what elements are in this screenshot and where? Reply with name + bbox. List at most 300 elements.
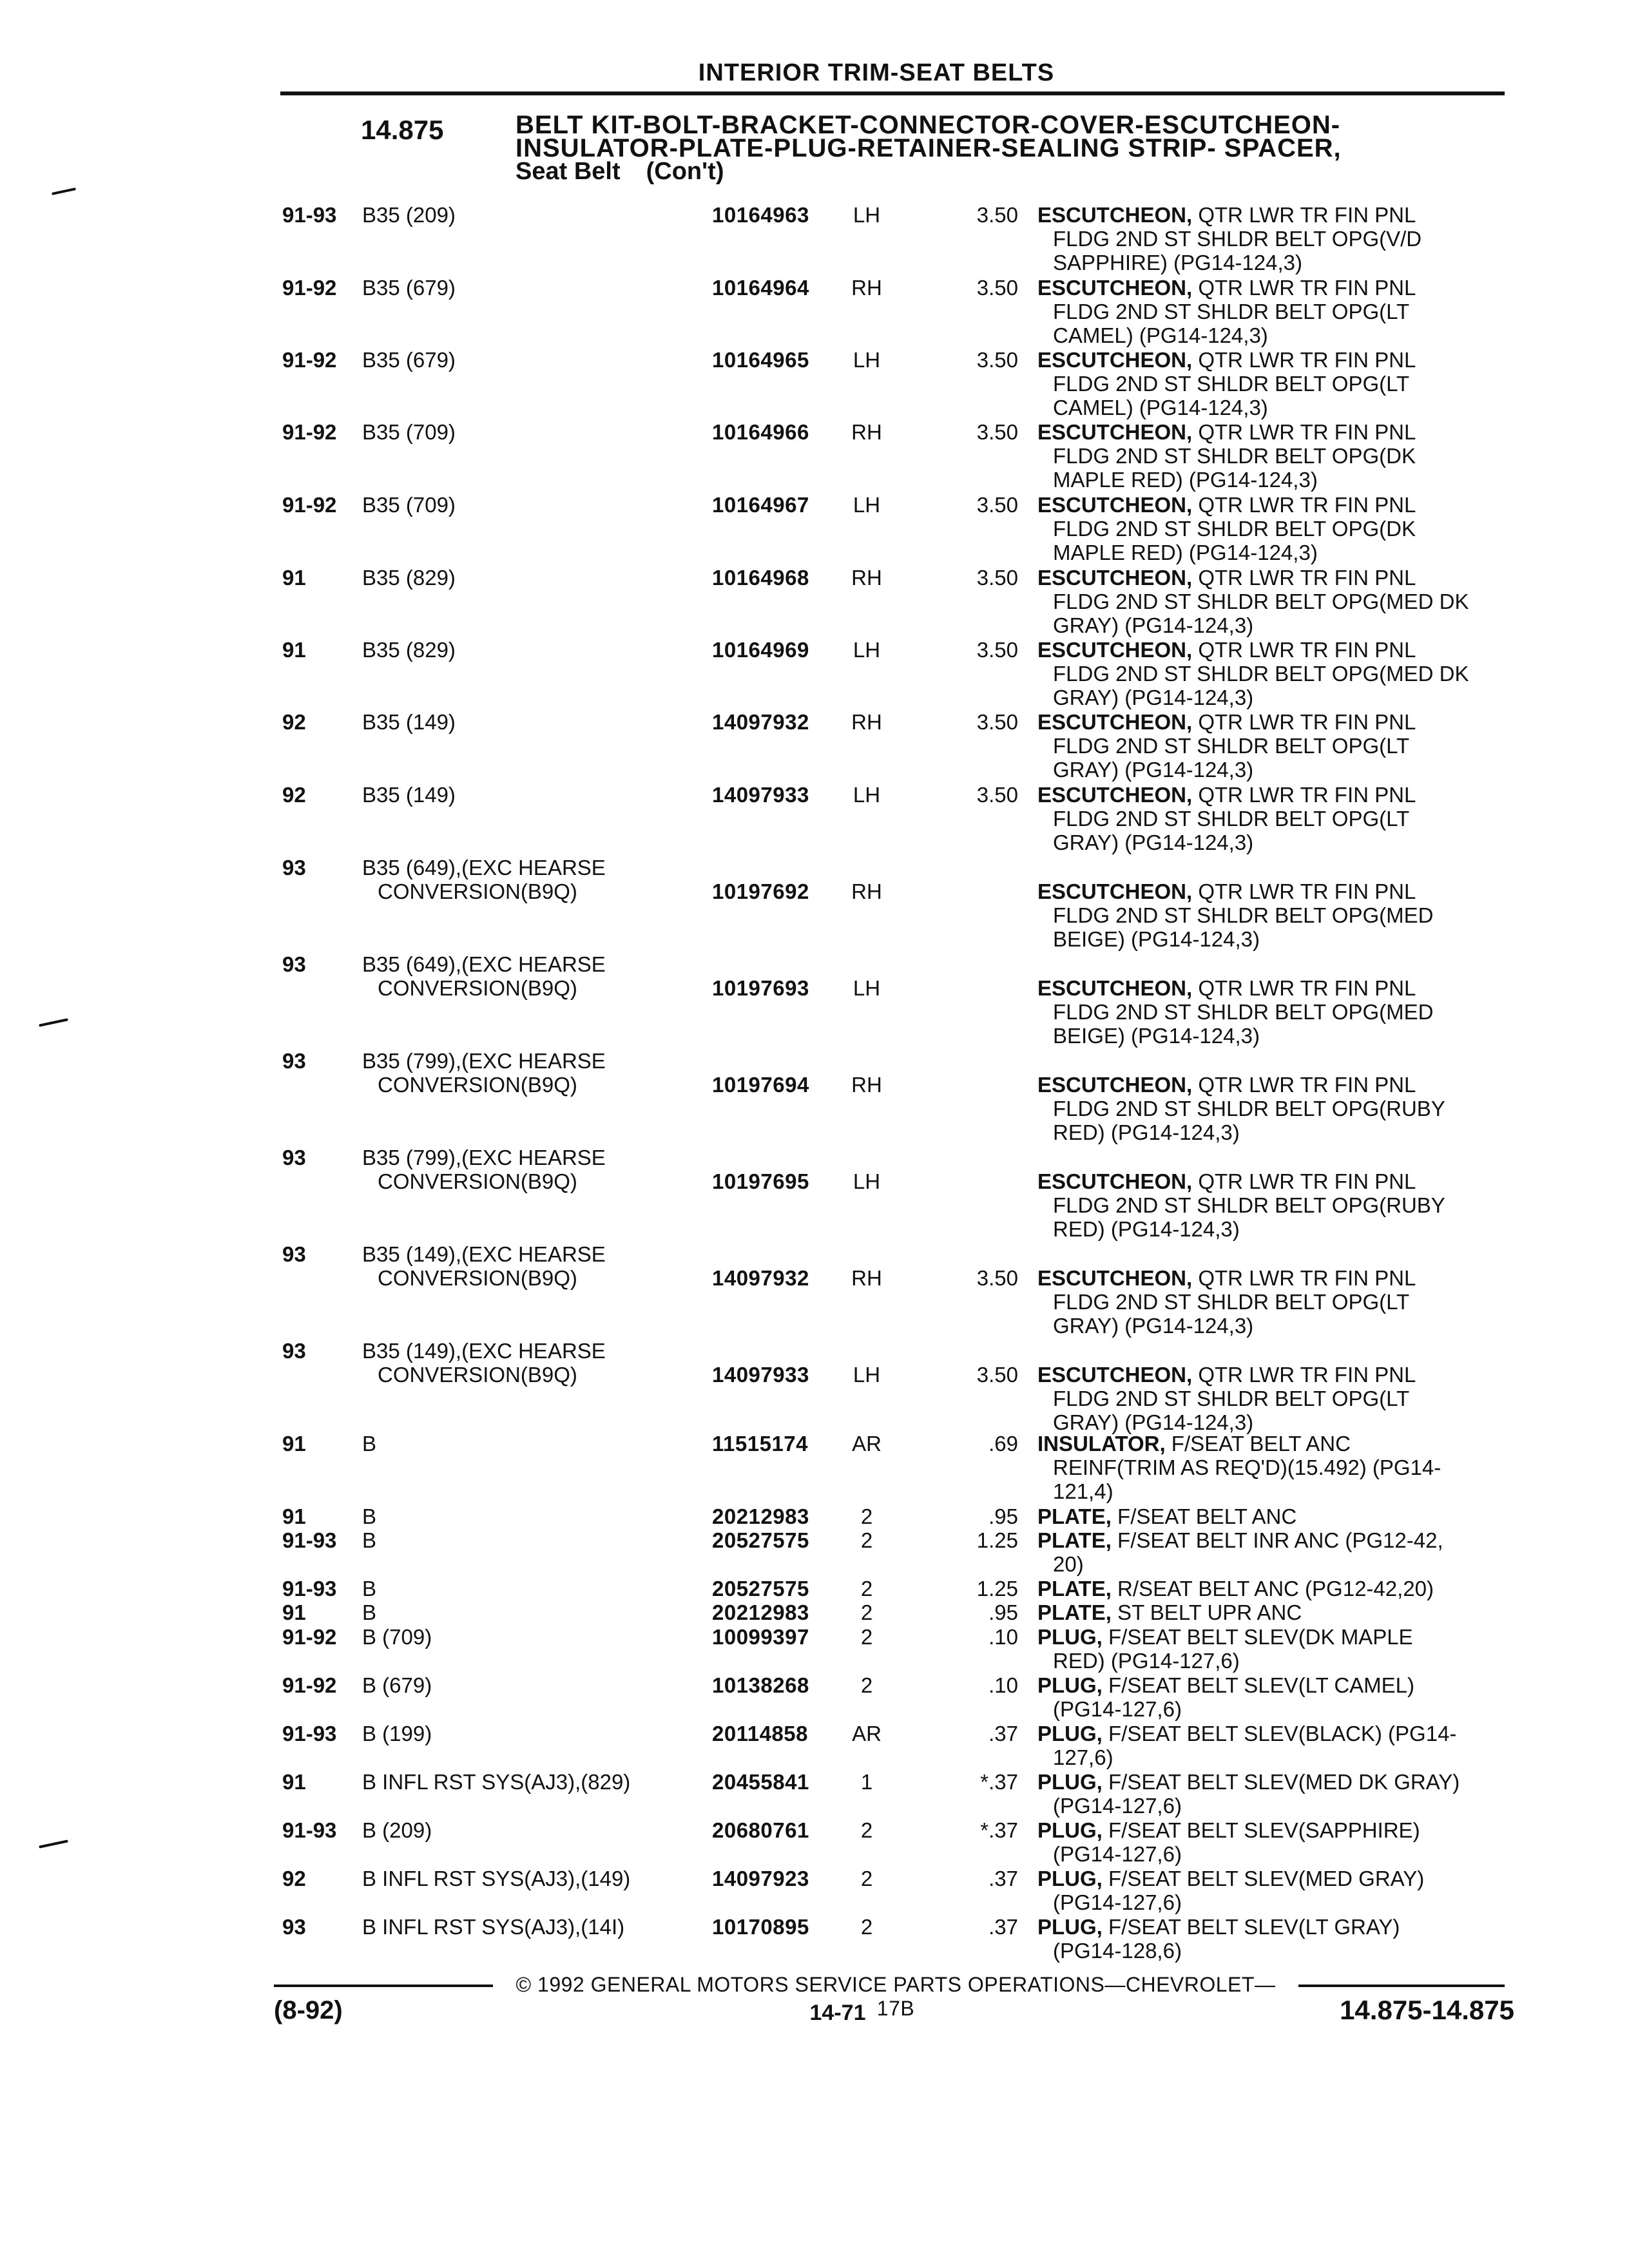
description-line — [1037, 1528, 1508, 1552]
quantity: RH — [851, 1266, 882, 1290]
part-number: 10164968 — [712, 566, 809, 590]
model-line: B INFL RST SYS(AJ3),(14I) — [362, 1915, 625, 1939]
description-line — [1037, 1673, 1508, 1697]
part-description — [1037, 1818, 1508, 1866]
description-line: BEIGE) (PG14-124,3) — [1053, 1024, 1260, 1048]
part-number: 10170895 — [712, 1915, 809, 1939]
model-year: 92 — [282, 1867, 306, 1890]
description-line — [1037, 1363, 1508, 1387]
description-line — [1037, 1600, 1508, 1624]
model-line: CONVERSION(B9Q) — [378, 1363, 577, 1387]
model-code — [362, 1146, 710, 1193]
price: 3.50 — [976, 566, 1018, 590]
description-line: FLDG 2ND ST SHLDR BELT OPG(LT — [1053, 1387, 1410, 1410]
description-line: FLDG 2ND ST SHLDR BELT OPG(RUBY — [1053, 1193, 1445, 1217]
quantity: AR — [852, 1722, 882, 1745]
quantity: LH — [853, 783, 881, 807]
model-code — [362, 1504, 710, 1528]
part-number: 14097932 — [712, 710, 809, 734]
price: *.37 — [980, 1818, 1018, 1842]
quantity: RH — [851, 710, 882, 734]
model-year: 93 — [282, 952, 306, 976]
part-detail: QTR LWR TR FIN PNL — [1192, 203, 1416, 227]
model-line: CONVERSION(B9Q) — [378, 1266, 577, 1290]
quantity: 2 — [860, 1625, 873, 1649]
model-line: B INFL RST SYS(AJ3),(149) — [362, 1867, 631, 1890]
model-code — [362, 1049, 710, 1097]
part-number: 10197692 — [712, 879, 809, 903]
model-code — [362, 566, 710, 590]
description-line — [1037, 879, 1508, 903]
model-line: B35 (799),(EXC HEARSE — [362, 1049, 606, 1073]
part-name: ESCUTCHEON, — [1037, 638, 1193, 662]
group-title-sub2: (Con't) — [646, 158, 724, 185]
part-number: 14097923 — [712, 1867, 809, 1890]
group-title-line1: BELT KIT-BOLT-BRACKET-CONNECTOR-COVER-ESCUTCHEON- — [516, 111, 1341, 139]
description-line — [1037, 710, 1508, 734]
part-name: ESCUTCHEON, — [1037, 1266, 1193, 1290]
model-code — [362, 783, 710, 807]
model-year: 91-93 — [282, 1577, 337, 1600]
part-number: 10164964 — [712, 276, 809, 300]
part-name: PLUG, — [1037, 1722, 1103, 1745]
description-line — [1037, 783, 1508, 807]
price: 3.50 — [976, 348, 1018, 372]
part-detail: F/SEAT BELT SLEV(MED DK GRAY) — [1102, 1770, 1460, 1794]
model-code — [362, 856, 710, 903]
part-name: ESCUTCHEON, — [1037, 348, 1193, 372]
quantity: 2 — [860, 1915, 873, 1939]
part-detail: QTR LWR TR FIN PNL — [1192, 638, 1416, 662]
part-description — [1037, 1577, 1508, 1600]
part-detail: F/SEAT BELT SLEV(MED GRAY) — [1102, 1867, 1425, 1890]
model-code — [362, 1867, 710, 1890]
model-code — [362, 952, 710, 1000]
part-description — [1037, 1722, 1508, 1769]
part-name: ESCUTCHEON, — [1037, 783, 1193, 807]
part-detail: F/SEAT BELT SLEV(LT CAMEL) — [1102, 1673, 1414, 1697]
part-name: ESCUTCHEON, — [1037, 493, 1193, 517]
part-name: PLUG, — [1037, 1770, 1103, 1794]
description-line: FLDG 2ND ST SHLDR BELT OPG(DK — [1053, 517, 1416, 541]
part-name: PLATE, — [1037, 1528, 1112, 1552]
model-line: B — [362, 1504, 377, 1528]
model-year: 93 — [282, 1146, 306, 1169]
model-code — [362, 1339, 710, 1387]
group-number: 14.875 — [361, 115, 444, 145]
model-line: B35 (709) — [362, 420, 456, 444]
description-line — [1037, 976, 1508, 1000]
description-line — [1037, 1722, 1508, 1745]
part-detail: QTR LWR TR FIN PNL — [1192, 276, 1416, 300]
part-description — [1037, 1625, 1508, 1673]
price: .37 — [988, 1867, 1018, 1890]
model-line: B (709) — [362, 1625, 432, 1649]
model-code — [362, 1242, 710, 1290]
part-number: 10197693 — [712, 976, 809, 1000]
part-detail: QTR LWR TR FIN PNL — [1192, 783, 1416, 807]
quantity: LH — [853, 1169, 881, 1193]
model-code — [362, 638, 710, 662]
model-year: 91-92 — [282, 420, 337, 444]
description-line: FLDG 2ND ST SHLDR BELT OPG(LT — [1053, 807, 1410, 831]
model-code — [362, 420, 710, 444]
model-line: B35 (679) — [362, 348, 456, 372]
model-line: B35 (149),(EXC HEARSE — [362, 1242, 606, 1266]
part-detail: F/SEAT BELT SLEV(SAPPHIRE) — [1102, 1818, 1420, 1842]
price: .37 — [988, 1915, 1018, 1939]
description-line: FLDG 2ND ST SHLDR BELT OPG(DK — [1053, 444, 1416, 468]
part-description — [1037, 566, 1508, 637]
part-detail: F/SEAT BELT INR ANC (PG12-42, — [1111, 1528, 1443, 1552]
part-detail: QTR LWR TR FIN PNL — [1192, 566, 1416, 590]
part-description — [1037, 783, 1508, 854]
part-detail: QTR LWR TR FIN PNL — [1192, 879, 1416, 903]
description-line — [1037, 638, 1508, 662]
model-code — [362, 1818, 710, 1842]
model-year: 91-92 — [282, 493, 337, 517]
part-number: 10164965 — [712, 348, 809, 372]
price: 3.50 — [976, 783, 1018, 807]
part-description — [1037, 276, 1508, 347]
model-line: CONVERSION(B9Q) — [378, 1169, 577, 1193]
model-line: B35 (149) — [362, 783, 456, 807]
model-code — [362, 1600, 710, 1624]
quantity: RH — [851, 879, 882, 903]
part-detail: QTR LWR TR FIN PNL — [1192, 1363, 1416, 1387]
quantity: RH — [851, 420, 882, 444]
description-line: FLDG 2ND ST SHLDR BELT OPG(MED — [1053, 903, 1434, 927]
description-line — [1037, 1432, 1508, 1456]
model-line: B35 (679) — [362, 276, 456, 300]
page-number: 14-71 — [809, 2001, 866, 2025]
part-name: ESCUTCHEON, — [1037, 276, 1193, 300]
description-line: FLDG 2ND ST SHLDR BELT OPG(RUBY — [1053, 1097, 1445, 1120]
description-line: (PG14-127,6) — [1053, 1794, 1182, 1818]
part-name: ESCUTCHEON, — [1037, 710, 1193, 734]
price: .37 — [988, 1722, 1018, 1745]
part-name: ESCUTCHEON, — [1037, 1363, 1193, 1387]
description-line: SAPPHIRE) (PG14-124,3) — [1053, 251, 1302, 274]
model-year: 91-92 — [282, 348, 337, 372]
part-number: 10164966 — [712, 420, 809, 444]
part-name: ESCUTCHEON, — [1037, 566, 1193, 590]
price: .95 — [988, 1504, 1018, 1528]
model-code — [362, 276, 710, 300]
description-line — [1037, 420, 1508, 444]
model-line: B35 (829) — [362, 566, 456, 590]
model-year: 92 — [282, 710, 306, 734]
quantity: RH — [851, 566, 882, 590]
model-code — [362, 1528, 710, 1552]
description-line: RED) (PG14-127,6) — [1053, 1649, 1240, 1673]
part-number: 11515174 — [712, 1432, 809, 1456]
model-line: B — [362, 1528, 377, 1552]
description-line: FLDG 2ND ST SHLDR BELT OPG(LT — [1053, 1290, 1410, 1314]
description-line: REINF(TRIM AS REQ'D)(15.492) (PG14- — [1053, 1456, 1441, 1479]
model-year: 91-93 — [282, 1722, 337, 1745]
part-number: 20212983 — [712, 1600, 809, 1624]
model-year: 93 — [282, 1242, 306, 1266]
description-line: GRAY) (PG14-124,3) — [1053, 831, 1254, 854]
part-description — [1037, 420, 1508, 492]
model-year: 91 — [282, 566, 306, 590]
group-title-sub1: Seat Belt — [516, 158, 621, 185]
quantity: 2 — [860, 1867, 873, 1890]
description-line: RED) (PG14-124,3) — [1053, 1217, 1240, 1241]
quantity: 2 — [860, 1600, 873, 1624]
model-line: B (209) — [362, 1818, 432, 1842]
price: .95 — [988, 1600, 1018, 1624]
footer-rule-left — [274, 1984, 493, 1987]
part-number: 14097933 — [712, 1363, 809, 1387]
quantity: LH — [853, 203, 881, 227]
description-line — [1037, 566, 1508, 590]
part-number: 20212983 — [712, 1504, 809, 1528]
model-year: 91-93 — [282, 1818, 337, 1842]
description-line: RED) (PG14-124,3) — [1053, 1120, 1240, 1144]
description-line: FLDG 2ND ST SHLDR BELT OPG(MED DK — [1053, 662, 1469, 686]
copyright-notice: © 1992 GENERAL MOTORS SERVICE PARTS OPERATIONS—CHEVROLET—17B — [516, 1973, 1276, 2020]
part-number: 20455841 — [712, 1770, 809, 1794]
date-code: (8-92) — [274, 1996, 343, 2024]
model-code — [362, 1577, 710, 1600]
part-description — [1037, 1504, 1508, 1528]
part-number: 20527575 — [712, 1577, 809, 1600]
description-line: 20) — [1053, 1552, 1084, 1576]
price: 1.25 — [976, 1528, 1018, 1552]
description-line — [1037, 348, 1508, 372]
model-year: 93 — [282, 1339, 306, 1363]
part-number: 20114858 — [712, 1722, 809, 1745]
description-line: BEIGE) (PG14-124,3) — [1053, 927, 1260, 951]
quantity: 1 — [860, 1770, 873, 1794]
part-detail: F/SEAT BELT SLEV(BLACK) (PG14- — [1102, 1722, 1457, 1745]
part-description — [1037, 1266, 1508, 1338]
part-name: ESCUTCHEON, — [1037, 879, 1193, 903]
model-line: B (199) — [362, 1722, 432, 1745]
model-line: B — [362, 1577, 377, 1600]
model-code — [362, 1722, 710, 1745]
model-code — [362, 1770, 710, 1794]
model-year: 91-92 — [282, 276, 337, 300]
part-description — [1037, 710, 1508, 782]
part-name: PLATE, — [1037, 1504, 1112, 1528]
model-line: B35 (149) — [362, 710, 456, 734]
model-year: 93 — [282, 1915, 306, 1939]
part-name: PLUG, — [1037, 1625, 1103, 1649]
description-line: FLDG 2ND ST SHLDR BELT OPG(V/D — [1053, 227, 1422, 251]
part-detail: F/SEAT BELT ANC — [1111, 1504, 1297, 1528]
description-line — [1037, 203, 1508, 227]
model-year: 91 — [282, 638, 306, 662]
part-detail: ST BELT UPR ANC — [1111, 1600, 1302, 1624]
part-detail: F/SEAT BELT SLEV(LT GRAY) — [1102, 1915, 1400, 1939]
description-line: MAPLE RED) (PG14-124,3) — [1053, 468, 1318, 492]
description-line — [1037, 493, 1508, 517]
price: 3.50 — [976, 420, 1018, 444]
part-name: PLUG, — [1037, 1673, 1103, 1697]
part-description — [1037, 1673, 1508, 1721]
model-year: 92 — [282, 783, 306, 807]
section-title: INTERIOR TRIM-SEAT BELTS — [698, 59, 1055, 86]
description-line: GRAY) (PG14-124,3) — [1053, 613, 1254, 637]
description-line: (PG14-128,6) — [1053, 1939, 1182, 1963]
description-line: GRAY) (PG14-124,3) — [1053, 1314, 1254, 1338]
model-line: B35 (649),(EXC HEARSE — [362, 952, 606, 976]
quantity: LH — [853, 493, 881, 517]
description-line — [1037, 1266, 1508, 1290]
part-number: 10164967 — [712, 493, 809, 517]
part-description — [1037, 1432, 1508, 1503]
description-line: 121,4) — [1053, 1479, 1113, 1503]
price: *.37 — [980, 1770, 1018, 1794]
description-line — [1037, 1915, 1508, 1939]
part-description — [1037, 348, 1508, 419]
model-year: 93 — [282, 856, 306, 879]
part-number: 10197694 — [712, 1073, 809, 1097]
model-year: 91 — [282, 1504, 306, 1528]
part-description — [1037, 1915, 1508, 1963]
part-number: 14097933 — [712, 783, 809, 807]
description-line — [1037, 1504, 1508, 1528]
part-description — [1037, 1528, 1508, 1576]
description-line — [1037, 1867, 1508, 1890]
quantity: 2 — [860, 1673, 873, 1697]
part-detail: QTR LWR TR FIN PNL — [1192, 1073, 1416, 1097]
part-number: 10099397 — [712, 1625, 809, 1649]
part-description — [1037, 1073, 1508, 1144]
model-line: B35 (799),(EXC HEARSE — [362, 1146, 606, 1169]
description-line — [1037, 276, 1508, 300]
price: .10 — [988, 1625, 1018, 1649]
part-description — [1037, 1867, 1508, 1914]
quantity: RH — [851, 1073, 882, 1097]
model-year: 91-93 — [282, 1528, 337, 1552]
group-range: 14.875-14.875 — [1340, 1995, 1514, 2025]
description-line: FLDG 2ND ST SHLDR BELT OPG(LT — [1053, 372, 1410, 396]
part-description — [1037, 976, 1508, 1048]
part-description — [1037, 879, 1508, 951]
model-year: 91 — [282, 1432, 306, 1456]
part-number: 10138268 — [712, 1673, 809, 1697]
part-description — [1037, 203, 1508, 274]
model-year: 91 — [282, 1600, 306, 1624]
price: .10 — [988, 1673, 1018, 1697]
price: 3.50 — [976, 710, 1018, 734]
price: 3.50 — [976, 276, 1018, 300]
part-name: PLUG, — [1037, 1915, 1103, 1939]
part-number: 20680761 — [712, 1818, 809, 1842]
model-line: B INFL RST SYS(AJ3),(829) — [362, 1770, 631, 1794]
description-line: (PG14-127,6) — [1053, 1697, 1182, 1721]
model-line: CONVERSION(B9Q) — [378, 879, 577, 903]
model-code — [362, 1673, 710, 1697]
model-year: 93 — [282, 1049, 306, 1073]
part-description — [1037, 638, 1508, 709]
description-line: GRAY) (PG14-124,3) — [1053, 686, 1254, 709]
part-description — [1037, 1169, 1508, 1241]
model-line: B35 (149),(EXC HEARSE — [362, 1339, 606, 1363]
model-code — [362, 710, 710, 734]
description-line: GRAY) (PG14-124,3) — [1053, 1410, 1254, 1434]
price: .69 — [988, 1432, 1018, 1456]
part-name: ESCUTCHEON, — [1037, 976, 1193, 1000]
model-code — [362, 1625, 710, 1649]
part-name: INSULATOR, — [1037, 1432, 1166, 1456]
quantity: LH — [853, 638, 881, 662]
price: 3.50 — [976, 1363, 1018, 1387]
part-number: 10164963 — [712, 203, 809, 227]
model-line: B — [362, 1600, 377, 1624]
part-detail: QTR LWR TR FIN PNL — [1192, 710, 1416, 734]
model-line: B35 (709) — [362, 493, 456, 517]
price: 3.50 — [976, 638, 1018, 662]
footer-rule-right — [1298, 1984, 1505, 1987]
model-line: B35 (209) — [362, 203, 456, 227]
part-name: PLUG, — [1037, 1818, 1103, 1842]
quantity: LH — [853, 1363, 881, 1387]
quantity: 2 — [860, 1504, 873, 1528]
part-name: ESCUTCHEON, — [1037, 1073, 1193, 1097]
price: 3.50 — [976, 1266, 1018, 1290]
part-detail: QTR LWR TR FIN PNL — [1192, 1169, 1416, 1193]
model-line: B35 (829) — [362, 638, 456, 662]
description-line: MAPLE RED) (PG14-124,3) — [1053, 541, 1318, 564]
description-line: (PG14-127,6) — [1053, 1890, 1182, 1914]
description-line: 127,6) — [1053, 1745, 1113, 1769]
description-line: FLDG 2ND ST SHLDR BELT OPG(MED — [1053, 1000, 1434, 1024]
model-code — [362, 1915, 710, 1939]
quantity: 2 — [860, 1818, 873, 1842]
price: 3.50 — [976, 203, 1018, 227]
description-line: FLDG 2ND ST SHLDR BELT OPG(MED DK — [1053, 590, 1469, 613]
model-line: CONVERSION(B9Q) — [378, 976, 577, 1000]
part-name: ESCUTCHEON, — [1037, 420, 1193, 444]
model-year: 91-92 — [282, 1625, 337, 1649]
model-line: B — [362, 1432, 377, 1456]
model-year: 91 — [282, 1770, 306, 1794]
quantity: RH — [851, 276, 882, 300]
part-detail: F/SEAT BELT ANC — [1165, 1432, 1351, 1456]
part-detail: QTR LWR TR FIN PNL — [1192, 976, 1416, 1000]
part-detail: F/SEAT BELT SLEV(DK MAPLE — [1102, 1625, 1413, 1649]
part-detail: R/SEAT BELT ANC (PG12-42,20) — [1111, 1577, 1434, 1600]
part-detail: QTR LWR TR FIN PNL — [1192, 348, 1416, 372]
quantity: 2 — [860, 1528, 873, 1552]
part-number: 10197695 — [712, 1169, 809, 1193]
model-code — [362, 203, 710, 227]
quantity: LH — [853, 348, 881, 372]
quantity: 2 — [860, 1577, 873, 1600]
description-line — [1037, 1577, 1508, 1600]
description-line — [1037, 1818, 1508, 1842]
model-year: 91-92 — [282, 1673, 337, 1697]
part-description — [1037, 493, 1508, 564]
model-year: 91-93 — [282, 203, 337, 227]
description-line: FLDG 2ND ST SHLDR BELT OPG(LT — [1053, 734, 1410, 758]
part-number: 20527575 — [712, 1528, 809, 1552]
description-line: CAMEL) (PG14-124,3) — [1053, 323, 1268, 347]
price: 1.25 — [976, 1577, 1018, 1600]
part-detail: QTR LWR TR FIN PNL — [1192, 420, 1416, 444]
model-code — [362, 493, 710, 517]
part-name: PLATE, — [1037, 1577, 1112, 1600]
quantity: LH — [853, 976, 881, 1000]
description-line — [1037, 1169, 1508, 1193]
part-name: PLUG, — [1037, 1867, 1103, 1890]
model-line: B35 (649),(EXC HEARSE — [362, 856, 606, 879]
